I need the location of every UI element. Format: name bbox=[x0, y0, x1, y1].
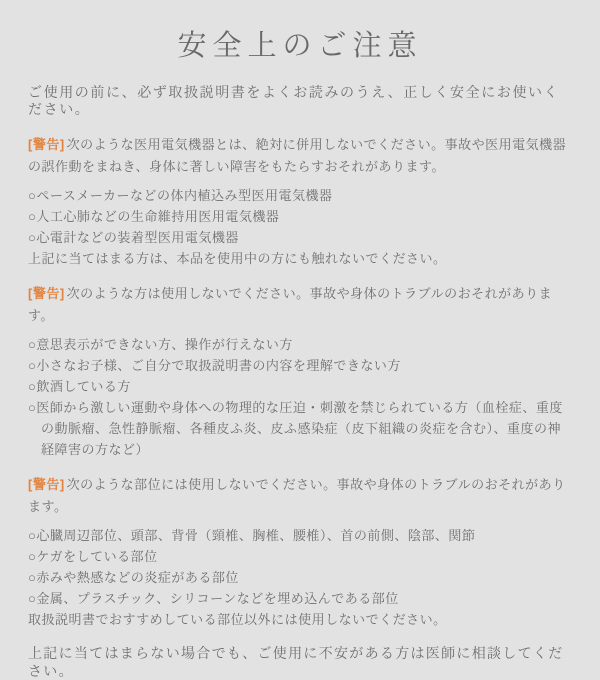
list-item: ○意思表示ができない方、操作が行えない方 bbox=[28, 337, 293, 352]
list-item: ○人工心肺などの生命維持用医用電気機器 bbox=[28, 209, 280, 224]
warning-list bbox=[28, 334, 572, 460]
warning-section-prohibited-body-parts bbox=[28, 474, 572, 630]
section-heading-text: 次のような方は使用しないでください。事故や身体のトラブルのおそれがあります。 bbox=[28, 286, 553, 323]
section-heading bbox=[28, 474, 572, 518]
list-item: ○ペースメーカーなどの体内植込み型医用電気機器 bbox=[28, 188, 333, 203]
warning-section-medical-devices bbox=[28, 134, 572, 269]
list-item: ○飲酒している方 bbox=[28, 379, 131, 394]
list-item: ○金属、プラスチック、シリコーンなどを埋め込んである部位 bbox=[28, 591, 399, 606]
list-item: ○医師から激しい運動や身体への物理的な圧迫・刺激を禁じられている方（血栓症、重度の動脈瘤、急性静脈瘤、各種皮ふ炎、皮ふ感染症（皮下組織の炎症を含む）、重度の神経障害の方など） bbox=[28, 400, 563, 457]
intro-text: ご使用の前に、必ず取扱説明書をよくお読みのうえ、正しく安全にお使いください。 bbox=[28, 84, 560, 117]
warning-list bbox=[28, 525, 572, 609]
warning-section-prohibited-users bbox=[28, 283, 572, 460]
list-item: ○小さなお子様、ご自分で取扱説明書の内容を理解できない方 bbox=[28, 358, 401, 373]
page-title: 安全上のご注意 bbox=[177, 30, 423, 62]
section-heading-text: 次のような部位には使用しないでください。事故や身体のトラブルのおそれがあります。 bbox=[28, 477, 566, 514]
section-heading-text: 次のような医用電気機器とは、絶対に併用しないでください。事故や医用電気機器の誤作動をまねき、身体に著しい障害をもたらすおそれがあります。 bbox=[28, 137, 567, 174]
list-item: ○ケガをしている部位 bbox=[28, 549, 158, 564]
section-heading bbox=[28, 283, 572, 327]
list-item: ○心臓周辺部位、頭部、背骨（頸椎、胸椎、腰椎）、首の前側、陰部、関節 bbox=[28, 528, 476, 543]
section-note: 上記に当てはまる方は、本品を使用中の方にも触れないでください。 bbox=[28, 251, 447, 266]
section-heading bbox=[28, 134, 572, 178]
warning-label: [警告] bbox=[28, 137, 65, 152]
warning-label: [警告] bbox=[28, 477, 65, 492]
list-item: ○心電計などの装着型医用電気機器 bbox=[28, 230, 239, 245]
list-item: ○赤みや熱感などの炎症がある部位 bbox=[28, 570, 239, 585]
footer-note: 上記に当てはまらない場合でも、ご使用に不安がある方は医師に相談してください。 bbox=[28, 645, 564, 679]
warning-label: [警告] bbox=[28, 286, 65, 301]
warning-list bbox=[28, 185, 572, 248]
section-note: 取扱説明書でおすすめしている部位以外には使用しないでください。 bbox=[28, 612, 447, 627]
